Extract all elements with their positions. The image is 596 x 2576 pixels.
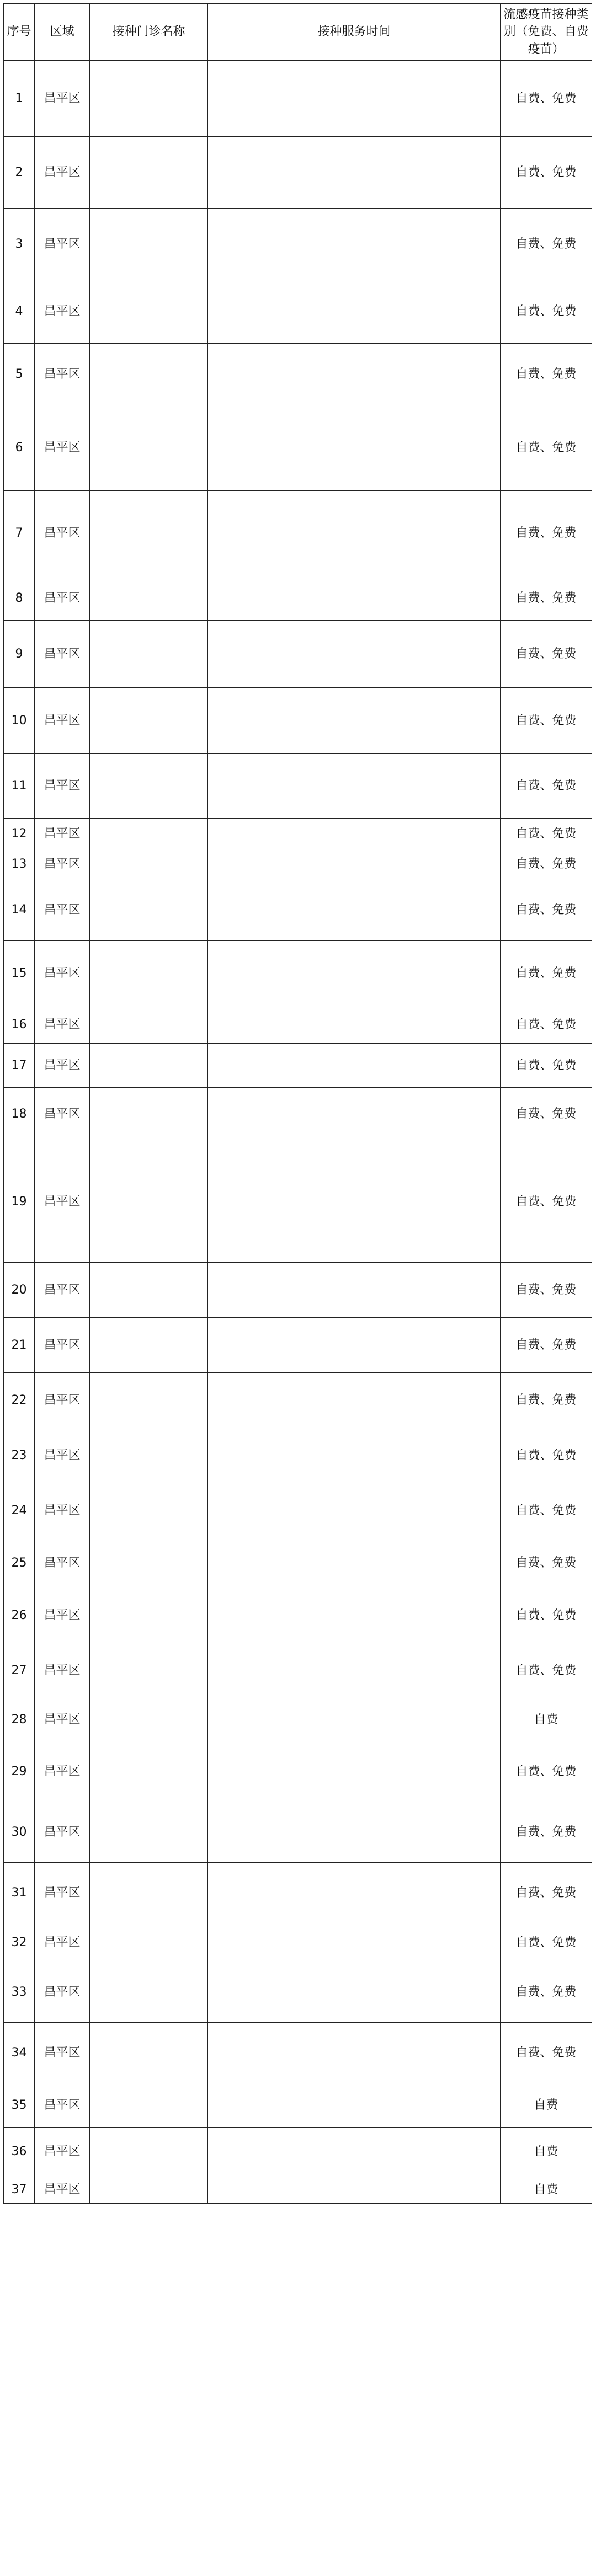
row-service-hours bbox=[208, 2128, 501, 2176]
table-row bbox=[4, 61, 592, 137]
row-number: 12 bbox=[4, 819, 35, 849]
row-district: 昌平区 bbox=[35, 1373, 90, 1428]
row-service-hours bbox=[208, 1741, 501, 1802]
table-row bbox=[4, 2023, 592, 2083]
row-district: 昌平区 bbox=[35, 819, 90, 849]
table-row bbox=[4, 1588, 592, 1643]
row-service-hours bbox=[208, 344, 501, 405]
table-row bbox=[4, 1962, 592, 2023]
row-clinic-name bbox=[90, 576, 208, 621]
row-vaccine-fee-type: 自费、免费 bbox=[501, 576, 592, 621]
table-row bbox=[4, 1318, 592, 1373]
row-number: 17 bbox=[4, 1044, 35, 1088]
row-service-hours bbox=[208, 2176, 501, 2204]
row-number: 14 bbox=[4, 879, 35, 941]
row-clinic-name bbox=[90, 2128, 208, 2176]
table-row bbox=[4, 879, 592, 941]
row-service-hours bbox=[208, 1141, 501, 1263]
row-district: 昌平区 bbox=[35, 754, 90, 819]
row-clinic-name bbox=[90, 621, 208, 688]
row-service-hours bbox=[208, 576, 501, 621]
row-clinic-name bbox=[90, 344, 208, 405]
row-service-hours bbox=[208, 1483, 501, 1538]
row-district: 昌平区 bbox=[35, 1006, 90, 1044]
row-clinic-name bbox=[90, 2176, 208, 2204]
row-service-hours bbox=[208, 61, 501, 137]
row-service-hours bbox=[208, 1318, 501, 1373]
row-clinic-name bbox=[90, 1006, 208, 1044]
row-clinic-name bbox=[90, 1263, 208, 1318]
row-clinic-name bbox=[90, 1643, 208, 1698]
row-number: 24 bbox=[4, 1483, 35, 1538]
row-service-hours bbox=[208, 1428, 501, 1483]
row-vaccine-fee-type: 自费、免费 bbox=[501, 1962, 592, 2023]
row-clinic-name bbox=[90, 2083, 208, 2128]
table-row bbox=[4, 754, 592, 819]
row-number: 13 bbox=[4, 849, 35, 879]
row-service-hours bbox=[208, 621, 501, 688]
row-clinic-name bbox=[90, 1962, 208, 2023]
table-row bbox=[4, 621, 592, 688]
row-district: 昌平区 bbox=[35, 1318, 90, 1373]
table-row bbox=[4, 1483, 592, 1538]
row-number: 23 bbox=[4, 1428, 35, 1483]
row-service-hours bbox=[208, 209, 501, 280]
row-district: 昌平区 bbox=[35, 1588, 90, 1643]
row-number: 4 bbox=[4, 280, 35, 344]
row-clinic-name bbox=[90, 849, 208, 879]
row-service-hours bbox=[208, 1088, 501, 1141]
row-number: 11 bbox=[4, 754, 35, 819]
table-row bbox=[4, 1006, 592, 1044]
row-clinic-name bbox=[90, 819, 208, 849]
row-service-hours bbox=[208, 1044, 501, 1088]
row-district: 昌平区 bbox=[35, 280, 90, 344]
row-vaccine-fee-type: 自费、免费 bbox=[501, 1263, 592, 1318]
row-vaccine-fee-type: 自费、免费 bbox=[501, 405, 592, 491]
header-hours: 接种服务时间 bbox=[208, 4, 501, 61]
row-district: 昌平区 bbox=[35, 1962, 90, 2023]
row-district: 昌平区 bbox=[35, 1141, 90, 1263]
row-vaccine-fee-type: 自费、免费 bbox=[501, 1483, 592, 1538]
row-clinic-name bbox=[90, 1698, 208, 1741]
row-clinic-name bbox=[90, 688, 208, 754]
table-row bbox=[4, 1141, 592, 1263]
table-row bbox=[4, 688, 592, 754]
row-number: 18 bbox=[4, 1088, 35, 1141]
row-number: 36 bbox=[4, 2128, 35, 2176]
row-district: 昌平区 bbox=[35, 879, 90, 941]
row-service-hours bbox=[208, 1263, 501, 1318]
table-row bbox=[4, 209, 592, 280]
row-service-hours bbox=[208, 137, 501, 209]
row-service-hours bbox=[208, 491, 501, 576]
row-number: 16 bbox=[4, 1006, 35, 1044]
row-vaccine-fee-type: 自费、免费 bbox=[501, 819, 592, 849]
row-number: 27 bbox=[4, 1643, 35, 1698]
row-district: 昌平区 bbox=[35, 1643, 90, 1698]
row-number: 8 bbox=[4, 576, 35, 621]
row-clinic-name bbox=[90, 1088, 208, 1141]
row-number: 7 bbox=[4, 491, 35, 576]
row-service-hours bbox=[208, 2083, 501, 2128]
row-vaccine-fee-type: 自费、免费 bbox=[501, 688, 592, 754]
row-clinic-name bbox=[90, 1923, 208, 1962]
row-vaccine-fee-type: 自费、免费 bbox=[501, 1643, 592, 1698]
row-number: 30 bbox=[4, 1802, 35, 1863]
row-district: 昌平区 bbox=[35, 1863, 90, 1923]
row-vaccine-fee-type: 自费、免费 bbox=[501, 754, 592, 819]
row-clinic-name bbox=[90, 1318, 208, 1373]
row-district: 昌平区 bbox=[35, 2083, 90, 2128]
row-service-hours bbox=[208, 688, 501, 754]
table-row bbox=[4, 2083, 592, 2128]
table-row bbox=[4, 2176, 592, 2204]
row-number: 10 bbox=[4, 688, 35, 754]
row-district: 昌平区 bbox=[35, 1538, 90, 1588]
table-row bbox=[4, 849, 592, 879]
row-service-hours bbox=[208, 1643, 501, 1698]
row-clinic-name bbox=[90, 879, 208, 941]
table-row bbox=[4, 1263, 592, 1318]
row-number: 32 bbox=[4, 1923, 35, 1962]
row-vaccine-fee-type: 自费、免费 bbox=[501, 1863, 592, 1923]
row-clinic-name bbox=[90, 1538, 208, 1588]
row-number: 5 bbox=[4, 344, 35, 405]
row-number: 22 bbox=[4, 1373, 35, 1428]
table-header bbox=[4, 4, 592, 61]
row-service-hours bbox=[208, 1923, 501, 1962]
row-clinic-name bbox=[90, 2023, 208, 2083]
row-vaccine-fee-type: 自费 bbox=[501, 1698, 592, 1741]
table-body bbox=[4, 61, 592, 2204]
row-service-hours bbox=[208, 849, 501, 879]
row-number: 37 bbox=[4, 2176, 35, 2204]
row-number: 15 bbox=[4, 941, 35, 1006]
row-clinic-name bbox=[90, 1802, 208, 1863]
row-vaccine-fee-type: 自费、免费 bbox=[501, 1428, 592, 1483]
row-district: 昌平区 bbox=[35, 1088, 90, 1141]
row-number: 25 bbox=[4, 1538, 35, 1588]
row-vaccine-fee-type: 自费、免费 bbox=[501, 280, 592, 344]
table-row bbox=[4, 1923, 592, 1962]
header-clinic: 接种门诊名称 bbox=[90, 4, 208, 61]
row-vaccine-fee-type: 自费、免费 bbox=[501, 1006, 592, 1044]
row-clinic-name bbox=[90, 137, 208, 209]
row-vaccine-fee-type: 自费、免费 bbox=[501, 1141, 592, 1263]
table-row bbox=[4, 405, 592, 491]
table-row bbox=[4, 1643, 592, 1698]
row-vaccine-fee-type: 自费、免费 bbox=[501, 1802, 592, 1863]
table-row bbox=[4, 819, 592, 849]
row-clinic-name bbox=[90, 61, 208, 137]
table-row bbox=[4, 1044, 592, 1088]
table-row bbox=[4, 137, 592, 209]
row-district: 昌平区 bbox=[35, 1741, 90, 1802]
row-vaccine-fee-type: 自费、免费 bbox=[501, 209, 592, 280]
row-number: 20 bbox=[4, 1263, 35, 1318]
row-vaccine-fee-type: 自费、免费 bbox=[501, 879, 592, 941]
row-vaccine-fee-type: 自费、免费 bbox=[501, 1741, 592, 1802]
row-clinic-name bbox=[90, 1863, 208, 1923]
row-service-hours bbox=[208, 1802, 501, 1863]
row-service-hours bbox=[208, 879, 501, 941]
row-district: 昌平区 bbox=[35, 491, 90, 576]
row-service-hours bbox=[208, 1373, 501, 1428]
row-vaccine-fee-type: 自费、免费 bbox=[501, 1373, 592, 1428]
row-district: 昌平区 bbox=[35, 137, 90, 209]
row-service-hours bbox=[208, 1006, 501, 1044]
row-district: 昌平区 bbox=[35, 576, 90, 621]
row-vaccine-fee-type: 自费、免费 bbox=[501, 2023, 592, 2083]
row-number: 6 bbox=[4, 405, 35, 491]
row-vaccine-fee-type: 自费、免费 bbox=[501, 1588, 592, 1643]
row-clinic-name bbox=[90, 491, 208, 576]
row-number: 21 bbox=[4, 1318, 35, 1373]
row-service-hours bbox=[208, 941, 501, 1006]
row-number: 34 bbox=[4, 2023, 35, 2083]
row-vaccine-fee-type: 自费、免费 bbox=[501, 1318, 592, 1373]
row-number: 9 bbox=[4, 621, 35, 688]
row-number: 28 bbox=[4, 1698, 35, 1741]
row-clinic-name bbox=[90, 209, 208, 280]
row-vaccine-fee-type: 自费、免费 bbox=[501, 849, 592, 879]
row-district: 昌平区 bbox=[35, 1698, 90, 1741]
row-vaccine-fee-type: 自费、免费 bbox=[501, 137, 592, 209]
row-district: 昌平区 bbox=[35, 2128, 90, 2176]
row-service-hours bbox=[208, 405, 501, 491]
table-row bbox=[4, 576, 592, 621]
table-row bbox=[4, 491, 592, 576]
row-service-hours bbox=[208, 754, 501, 819]
table-row bbox=[4, 1698, 592, 1741]
row-vaccine-fee-type: 自费、免费 bbox=[501, 1088, 592, 1141]
row-district: 昌平区 bbox=[35, 61, 90, 137]
row-service-hours bbox=[208, 280, 501, 344]
clinic-table bbox=[3, 3, 592, 2204]
row-number: 29 bbox=[4, 1741, 35, 1802]
row-number: 35 bbox=[4, 2083, 35, 2128]
row-service-hours bbox=[208, 1962, 501, 2023]
clinic-schedule-sheet bbox=[3, 3, 592, 2204]
row-district: 昌平区 bbox=[35, 1923, 90, 1962]
row-clinic-name bbox=[90, 1588, 208, 1643]
row-clinic-name bbox=[90, 1483, 208, 1538]
row-district: 昌平区 bbox=[35, 344, 90, 405]
row-clinic-name bbox=[90, 1741, 208, 1802]
row-clinic-name bbox=[90, 1141, 208, 1263]
table-row bbox=[4, 1088, 592, 1141]
header-no: 序号 bbox=[4, 4, 35, 61]
header-fee: 流感疫苗接种类别（免费、自费疫苗） bbox=[501, 4, 592, 61]
row-number: 19 bbox=[4, 1141, 35, 1263]
row-clinic-name bbox=[90, 941, 208, 1006]
row-service-hours bbox=[208, 1698, 501, 1741]
row-district: 昌平区 bbox=[35, 1802, 90, 1863]
row-district: 昌平区 bbox=[35, 2176, 90, 2204]
row-vaccine-fee-type: 自费 bbox=[501, 2083, 592, 2128]
row-vaccine-fee-type: 自费、免费 bbox=[501, 61, 592, 137]
row-service-hours bbox=[208, 1588, 501, 1643]
row-district: 昌平区 bbox=[35, 1263, 90, 1318]
row-clinic-name bbox=[90, 405, 208, 491]
table-row bbox=[4, 1373, 592, 1428]
row-clinic-name bbox=[90, 1044, 208, 1088]
row-vaccine-fee-type: 自费、免费 bbox=[501, 1538, 592, 1588]
row-district: 昌平区 bbox=[35, 209, 90, 280]
row-clinic-name bbox=[90, 1373, 208, 1428]
header-row bbox=[4, 4, 592, 61]
row-district: 昌平区 bbox=[35, 1044, 90, 1088]
row-district: 昌平区 bbox=[35, 2023, 90, 2083]
row-district: 昌平区 bbox=[35, 621, 90, 688]
row-district: 昌平区 bbox=[35, 1428, 90, 1483]
table-row bbox=[4, 1802, 592, 1863]
table-row bbox=[4, 1538, 592, 1588]
row-number: 1 bbox=[4, 61, 35, 137]
row-vaccine-fee-type: 自费、免费 bbox=[501, 1044, 592, 1088]
table-row bbox=[4, 344, 592, 405]
row-service-hours bbox=[208, 2023, 501, 2083]
table-row bbox=[4, 1863, 592, 1923]
table-row bbox=[4, 941, 592, 1006]
row-service-hours bbox=[208, 1538, 501, 1588]
row-number: 31 bbox=[4, 1863, 35, 1923]
row-clinic-name bbox=[90, 754, 208, 819]
row-district: 昌平区 bbox=[35, 941, 90, 1006]
row-clinic-name bbox=[90, 280, 208, 344]
row-vaccine-fee-type: 自费、免费 bbox=[501, 344, 592, 405]
row-vaccine-fee-type: 自费、免费 bbox=[501, 1923, 592, 1962]
row-vaccine-fee-type: 自费、免费 bbox=[501, 621, 592, 688]
header-district: 区域 bbox=[35, 4, 90, 61]
row-service-hours bbox=[208, 819, 501, 849]
table-row bbox=[4, 1741, 592, 1802]
table-row bbox=[4, 1428, 592, 1483]
table-row bbox=[4, 2128, 592, 2176]
row-district: 昌平区 bbox=[35, 1483, 90, 1538]
row-number: 26 bbox=[4, 1588, 35, 1643]
row-vaccine-fee-type: 自费 bbox=[501, 2176, 592, 2204]
row-number: 33 bbox=[4, 1962, 35, 2023]
row-vaccine-fee-type: 自费 bbox=[501, 2128, 592, 2176]
row-vaccine-fee-type: 自费、免费 bbox=[501, 941, 592, 1006]
table-row bbox=[4, 280, 592, 344]
row-clinic-name bbox=[90, 1428, 208, 1483]
row-number: 3 bbox=[4, 209, 35, 280]
row-district: 昌平区 bbox=[35, 849, 90, 879]
row-district: 昌平区 bbox=[35, 688, 90, 754]
row-district: 昌平区 bbox=[35, 405, 90, 491]
row-vaccine-fee-type: 自费、免费 bbox=[501, 491, 592, 576]
row-service-hours bbox=[208, 1863, 501, 1923]
row-number: 2 bbox=[4, 137, 35, 209]
